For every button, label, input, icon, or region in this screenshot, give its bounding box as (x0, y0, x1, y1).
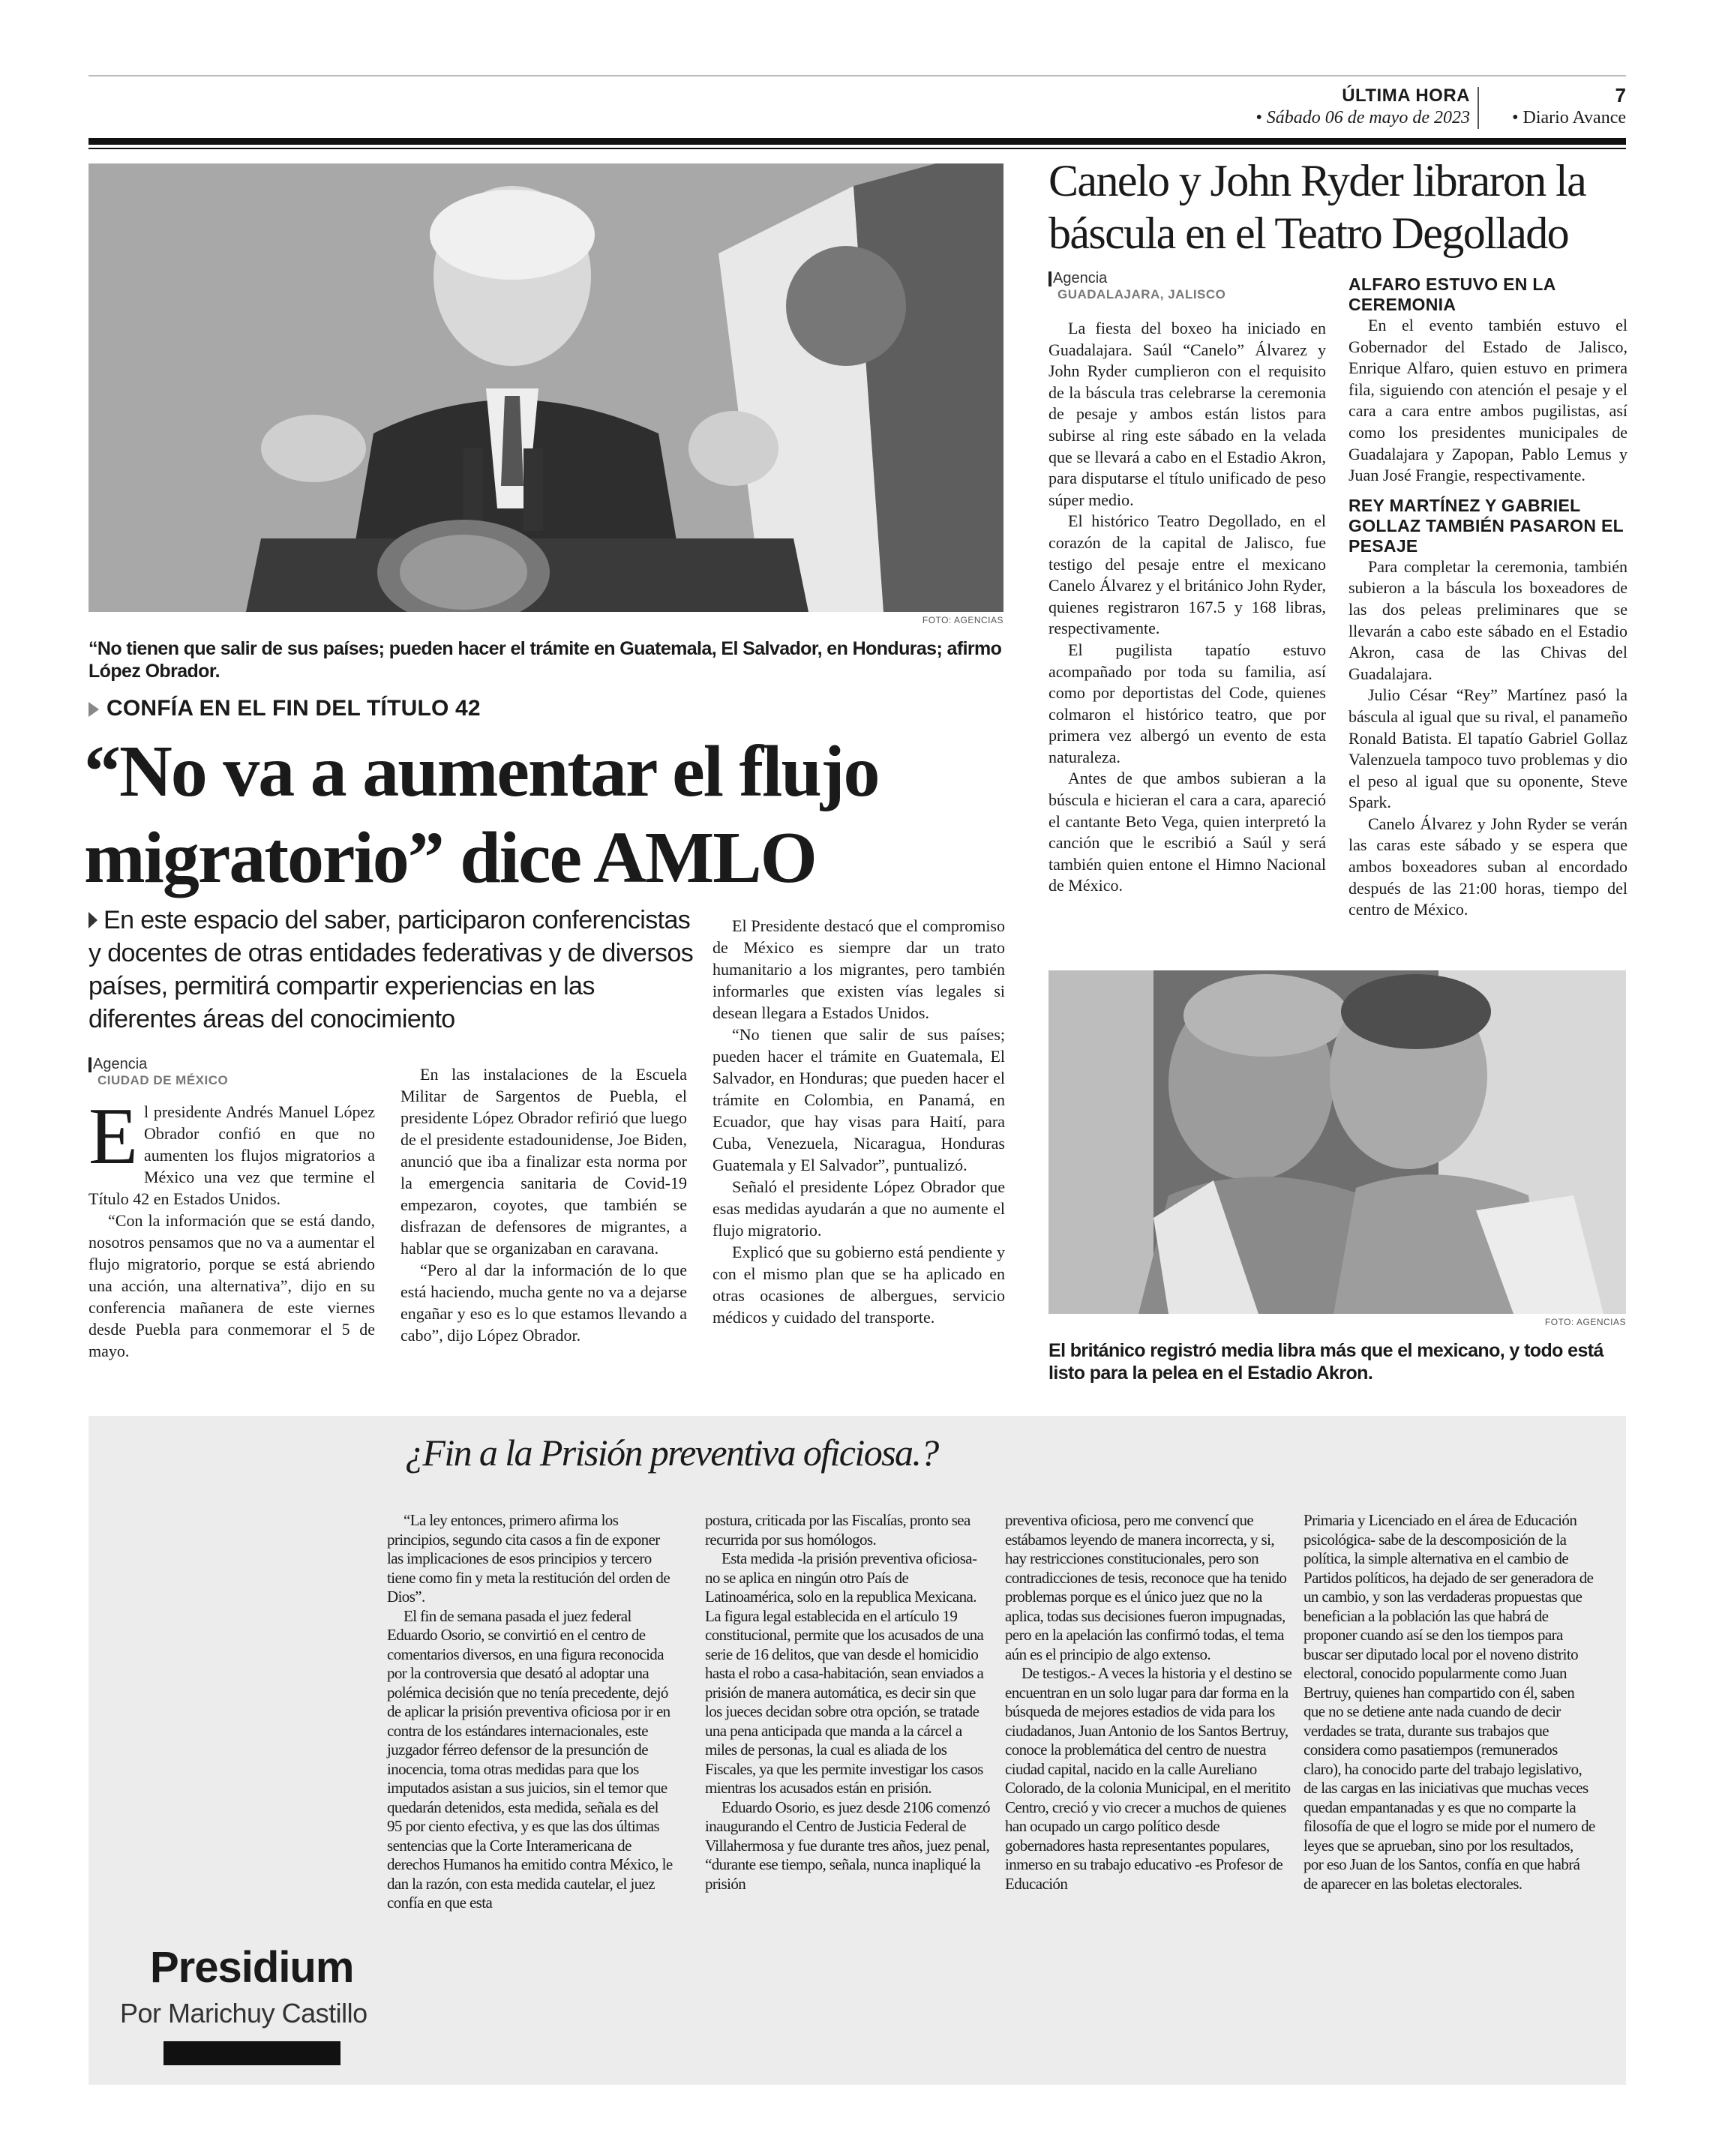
opinion-col4-para1: Primaria y Licenciado en el área de Educación psicológica- sabe de la descomposición de la política, la simple alternativa en el cambio de Partidos políticos, ha dejado de ser generadora de un cambio, y son las verdaderas propuestas que benefician a la población las que habrá de proponer cuando así se den los tiempos para buscar ser diputado local por el noveno distrito electoral, conocido popularmente como Juan Bertruy, quienes han compartido con él, saben que no se detiene ante nada cuando de decir verdades se trata, durante sus trabajos que considera como pasatiempos (remunerados claro), ha conocido parte del trabajo legislativo, de las cargas en las iniciativas que muchas veces quedan empantanadas y es que no comparte la filosofía de que el logro se mide por el numero de leyes que se aprueban, sino por los resultados, por eso Juan de los Santos, confía en que habrá de aparecer en las boletas electorales. (1304, 1511, 1595, 1893)
main-col3-para4: Explicó que su gobierno está pendiente y con el mismo plan que se ha aplicado en otras ocasiones de albergues, servicio médicos y cuidado del transporte. (712, 1243, 1005, 1327)
main-col1-para2: “Con la información que se está dando, nosotros pensamos que no va a aumentar el flujo migratorio, porque se está abriendo una acción, una alternativa”, dijo en su conferencia mañanera de este viernes desde Puebla para conmemorar el 5 de mayo. (88, 1211, 375, 1360)
drop-cap: E (88, 1092, 138, 1181)
header-thin-rule (88, 148, 1626, 149)
boxing-photo-illustration (1048, 970, 1626, 1314)
boxing-col2-block2 (1348, 556, 1628, 921)
story-deck (88, 904, 698, 1036)
boxing-col1-para2: El histórico Teatro Degollado, en el corazón de la capital de Jalisco, fue testigo del pesaje entre el mexicano Canelo Álvarez y el británico John Ryder, quienes registraron 167.5 y 168 libras, respectivamente. (1048, 511, 1326, 638)
boxing-col2-para4: Canelo Álvarez y John Ryder se verán las caras este sábado y se espera que ambos boxeadores suban al encordado después de las 21:00 horas, tiempo del centro de México. (1348, 814, 1628, 919)
boxing-byline-agency: Agencia (1048, 270, 1334, 287)
page-number: 7 (1615, 84, 1626, 106)
column-name: Presidium (150, 1943, 354, 1992)
story-kicker (88, 696, 764, 721)
opinion-col3-para1: preventiva oficiosa, pero me convencí que estábamos leyendo de manera incorrecta, y si, hay restricciones constitucionales, pero son contradicciones de tesis, reconoce que ha tenido problemas porque es el único juez que no la aplica, todas sus decisiones fueron impugnadas, pero en la apelación las confirmó todas, el tema aún es el principio de algo extenso. (1005, 1511, 1287, 1663)
boxing-byline (1048, 270, 1334, 302)
opinion-col2-para2: Esta medida -la prisión preventiva oficiosa- no se aplica en ningún otro País de Latinoamérica, solo en la republica Mexicana. La figura legal establecida en el artículo 19 constitucional, permite que los acusados de una serie de 16 delitos, que van desde el homicidio hasta el robo a casa-habitación, sean enviados a prisión de manera automática, es decir sin que los jueces decidan sobre otra opción, se tratade una pena anticipada que manda a la cárcel a miles de personas, la cual es aliada de los Fiscales, ya que les permite investigar los casos mientras los acusados están en prisión. (705, 1549, 984, 1797)
paper-name: • Diario Avance (1512, 108, 1626, 127)
header-date: • Sábado 06 de mayo de 2023 (1256, 108, 1470, 127)
main-col2-para2: “Pero al dar la información de lo que está haciendo, mucha gente no va a dejarse engañar y eso es lo que estamos llevando a cabo”, dijo López Obrador. (400, 1261, 687, 1345)
byline-bar-icon (88, 1057, 92, 1072)
boxing-col1-para4: Antes de que ambos subieran a la búscula e hicieran el cara a cara, apareció el cantante Beto Vega, quien interpretó la canción que le escribió a Saúl y será también quien entone el Himno Nacional de México. (1048, 769, 1326, 895)
boxing-subhead-1: ALFARO ESTUVO EN LA CEREMONIA (1348, 274, 1556, 314)
boxing-col2-para2: Para completar la ceremonia, también subieron a la báscula los boxeadores de las dos peleas preliminares que se llevarán a cabo este sábado en el Estadio Akron, casa de las Chivas del Guadalajara. (1348, 556, 1628, 683)
top-rule (88, 75, 1626, 76)
main-headline-line1: “No va a aumentar el flujo (84, 731, 879, 812)
amlo-photo-illustration (88, 163, 1004, 612)
boxing-col-1 (1048, 318, 1326, 897)
amlo-photo (88, 163, 1004, 612)
author-bar (164, 2041, 340, 2065)
opinion-col2-para3: Eduardo Osorio, es juez desde 2106 comenzó inaugurando el Centro de Justicia Federal de Villahermosa y fue durante tres años, juez penal, “durante ese tiempo, señala, nunca inapliqué la prisión (705, 1798, 990, 1893)
opinion-col1-para2: El fin de semana pasada el juez federal Eduardo Osorio, se convirtió en el centro de comentarios diversos, en una figura reconocida por la controversia que desató al adoptar una polémica decisión que no tenía precedente, dejó de aplicar la prisión preventiva oficiosa por ir en contra de los estándares internacionales, este juzgador férreo defensor de la presunción de inocencia, toma otras medidas para que los imputados asistan a sus juicios, sin el temor que quedarán detenidos, esta medida, señala es del 95 por ciento efectiva, y es que las dos últimas sentencias que la Corte Interamericana de derechos Humanos ha emitido contra México, le dan la razón, con esta medida cautelar, el juez confía en que esta (387, 1606, 673, 1912)
main-col-2 (400, 1063, 687, 1346)
boxing-photo-credit: FOTO: AGENCIAS (1544, 1317, 1626, 1327)
boxing-photo-caption: El británico registró media libra más que el mexicano, y todo está listo para la pelea en el Estadio Akron. (1048, 1340, 1604, 1384)
main-byline-city: CIUDAD DE MÉXICO (98, 1073, 229, 1087)
opinion-col-1 (387, 1511, 674, 1913)
header-divider (1478, 87, 1479, 129)
opinion-col1-para1: “La ley entonces, primero afirma los principios, segundo cita casos a fin de exponer las implicaciones de esos principios y tercero tiene como fin y meta la restitución del orden de Dios”. (387, 1511, 670, 1606)
opinion-col-2 (705, 1511, 992, 1894)
byline-bar-icon-2 (1048, 271, 1052, 286)
deck-text: En este espacio del saber, participaron conferencistas y docentes de otras entidades federativas y de diversos países, permitirá compartir experiencias en las diferentes áreas del conocimiento (88, 906, 694, 1033)
boxing-headline-line2: báscula en el Teatro Degollado (1048, 208, 1569, 258)
opinion-title: ¿Fin a la Prisión preventiva oficiosa.? (405, 1432, 938, 1474)
main-byline-agency: Agencia (88, 1056, 388, 1073)
main-col3-para1: El Presidente destacó que el compromiso de México es siempre dar un trato humanitario a los migrantes, pero también informarles que existen vías legales si desean llegara a Estados Unidos. (712, 916, 1005, 1022)
main-col1-para1: El presidente Andrés Manuel López Obrador confió en que no aumenten los flujos migratorios a México una vez que termine el Título 42 en Estados Unidos. (88, 1092, 375, 1208)
main-col3-para2: “No tienen que salir de sus países; pueden hacer el trámite en Guatemala, El Salvador, en Honduras; que pueden hacer el trámite en Colombia, en Panamá, en Ecuador, que hay visas para Haití, para Cuba, Venezuela, Nicaragua, Honduras Guatemala y El Salvador”, puntualizó. (712, 1025, 1005, 1174)
main-byline (88, 1056, 388, 1088)
main-headline (84, 729, 1022, 901)
column-author: Por Marichuy Castillo (120, 1998, 368, 2029)
section-label: ÚLTIMA HORA (1342, 85, 1470, 106)
boxing-headline-line1: Canelo y John Ryder libraron la (1048, 156, 1586, 205)
boxing-col2-block1 (1348, 315, 1628, 487)
kicker-text: CONFÍA EN EL FIN DEL TÍTULO 42 (106, 696, 481, 721)
opinion-col-4 (1304, 1511, 1596, 1894)
boxing-subhead-2: REY MARTÍNEZ Y GABRIEL GOLLAZ TAMBIÉN PASARON EL PESAJE (1348, 495, 1624, 556)
main-col-3 (712, 915, 1005, 1328)
opinion-col-3 (1005, 1511, 1292, 1894)
header-thick-rule (88, 138, 1626, 145)
boxing-col1-para3: El pugilista tapatío estuvo acompañado por toda su familia, así como por deportistas del Code, quienes colmaron el histórico teatro, que por primera vez albergó un evento de esta naturaleza. (1048, 640, 1326, 766)
main-col2-para1: En las instalaciones de la Escuela Militar de Sargentos de Puebla, el presidente López Obrador refirió que luego de el presidente estadounidense, Joe Biden, anunció que iba a finalizar esta norma por la emergencia sanitaria de Covid-19 empezaron, coyotes, que también se disfrazan de defensores de migrantes, a hablar que se organizaban en caravana. (400, 1065, 687, 1258)
boxing-col2-para3: Julio César “Rey” Martínez pasó la báscula al igual que su rival, el panameño Ronald Batista. El tapatío Gabriel Gollaz Valenzuela tampoco tuvo problemas y dio el peso al igual que su oponente, Steve Spark. (1348, 685, 1628, 812)
amlo-photo-caption: “No tienen que salir de sus países; pueden hacer el trámite en Guatemala, El Salvador, en Honduras; afirmo López Obrador. (88, 638, 1002, 682)
main-col3-para3: Señaló el presidente López Obrador que esas medidas ayudarán a que no aumente el flujo migratorio. (712, 1177, 1005, 1240)
boxing-col1-para1: La fiesta del boxeo ha iniciado en Guadalajara. Saúl “Canelo” Álvarez y John Ryder cumplieron con el requisito de la báscula tras celebrarse la ceremonia de pesaje y ambos están listos para subirse al ring este sábado en la velada que se llevará a cabo en el Estadio Akron, para disputarse el título unificado de peso súper medio. (1048, 319, 1326, 509)
boxing-photo (1048, 970, 1626, 1314)
kicker-triangle-icon (88, 702, 99, 717)
boxing-headline (1048, 154, 1641, 259)
main-col-1 (88, 1092, 375, 1362)
main-headline-line2: migratorio” dice AMLO (84, 817, 816, 898)
amlo-photo-credit: FOTO: AGENCIAS (922, 615, 1004, 625)
boxing-col2-para1: En el evento también estuvo el Gobernador del Estado de Jalisco, Enrique Alfaro, quien estuvo en primera fila, siguiendo con atención el pesaje y el cara a cara entre ambos pugilistas, así como los presidentes municipales de Guadalajara y Zapopan, Pablo Lemus y Juan José Frangie, respectivamente. (1348, 316, 1628, 485)
opinion-col3-para2: De testigos.- A veces la historia y el destino se encuentran en un solo lugar para dar forma en la búsqueda de mejores estadios de vida para los ciudadanos, Juan Antonio de los Santos Bertruy, conoce la problemática del centro de nuestra ciudad capital, nacido en la calle Aureliano Colorado, de la colonia Municipal, en el meritito Centro, creció y vio crecer a muchos de quienes han ocupado un cargo político desde gobernadores hasta representantes populares, inmerso en su trabajo educativo -es Profesor de Educación (1005, 1664, 1292, 1893)
opinion-col2-para1: postura, criticada por las Fiscalías, pronto sea recurrida por sus homólogos. (705, 1511, 970, 1549)
boxing-byline-city: GUADALAJARA, JALISCO (1058, 287, 1226, 301)
deck-marker-icon (88, 912, 98, 928)
boxing-col-2 (1348, 274, 1628, 921)
